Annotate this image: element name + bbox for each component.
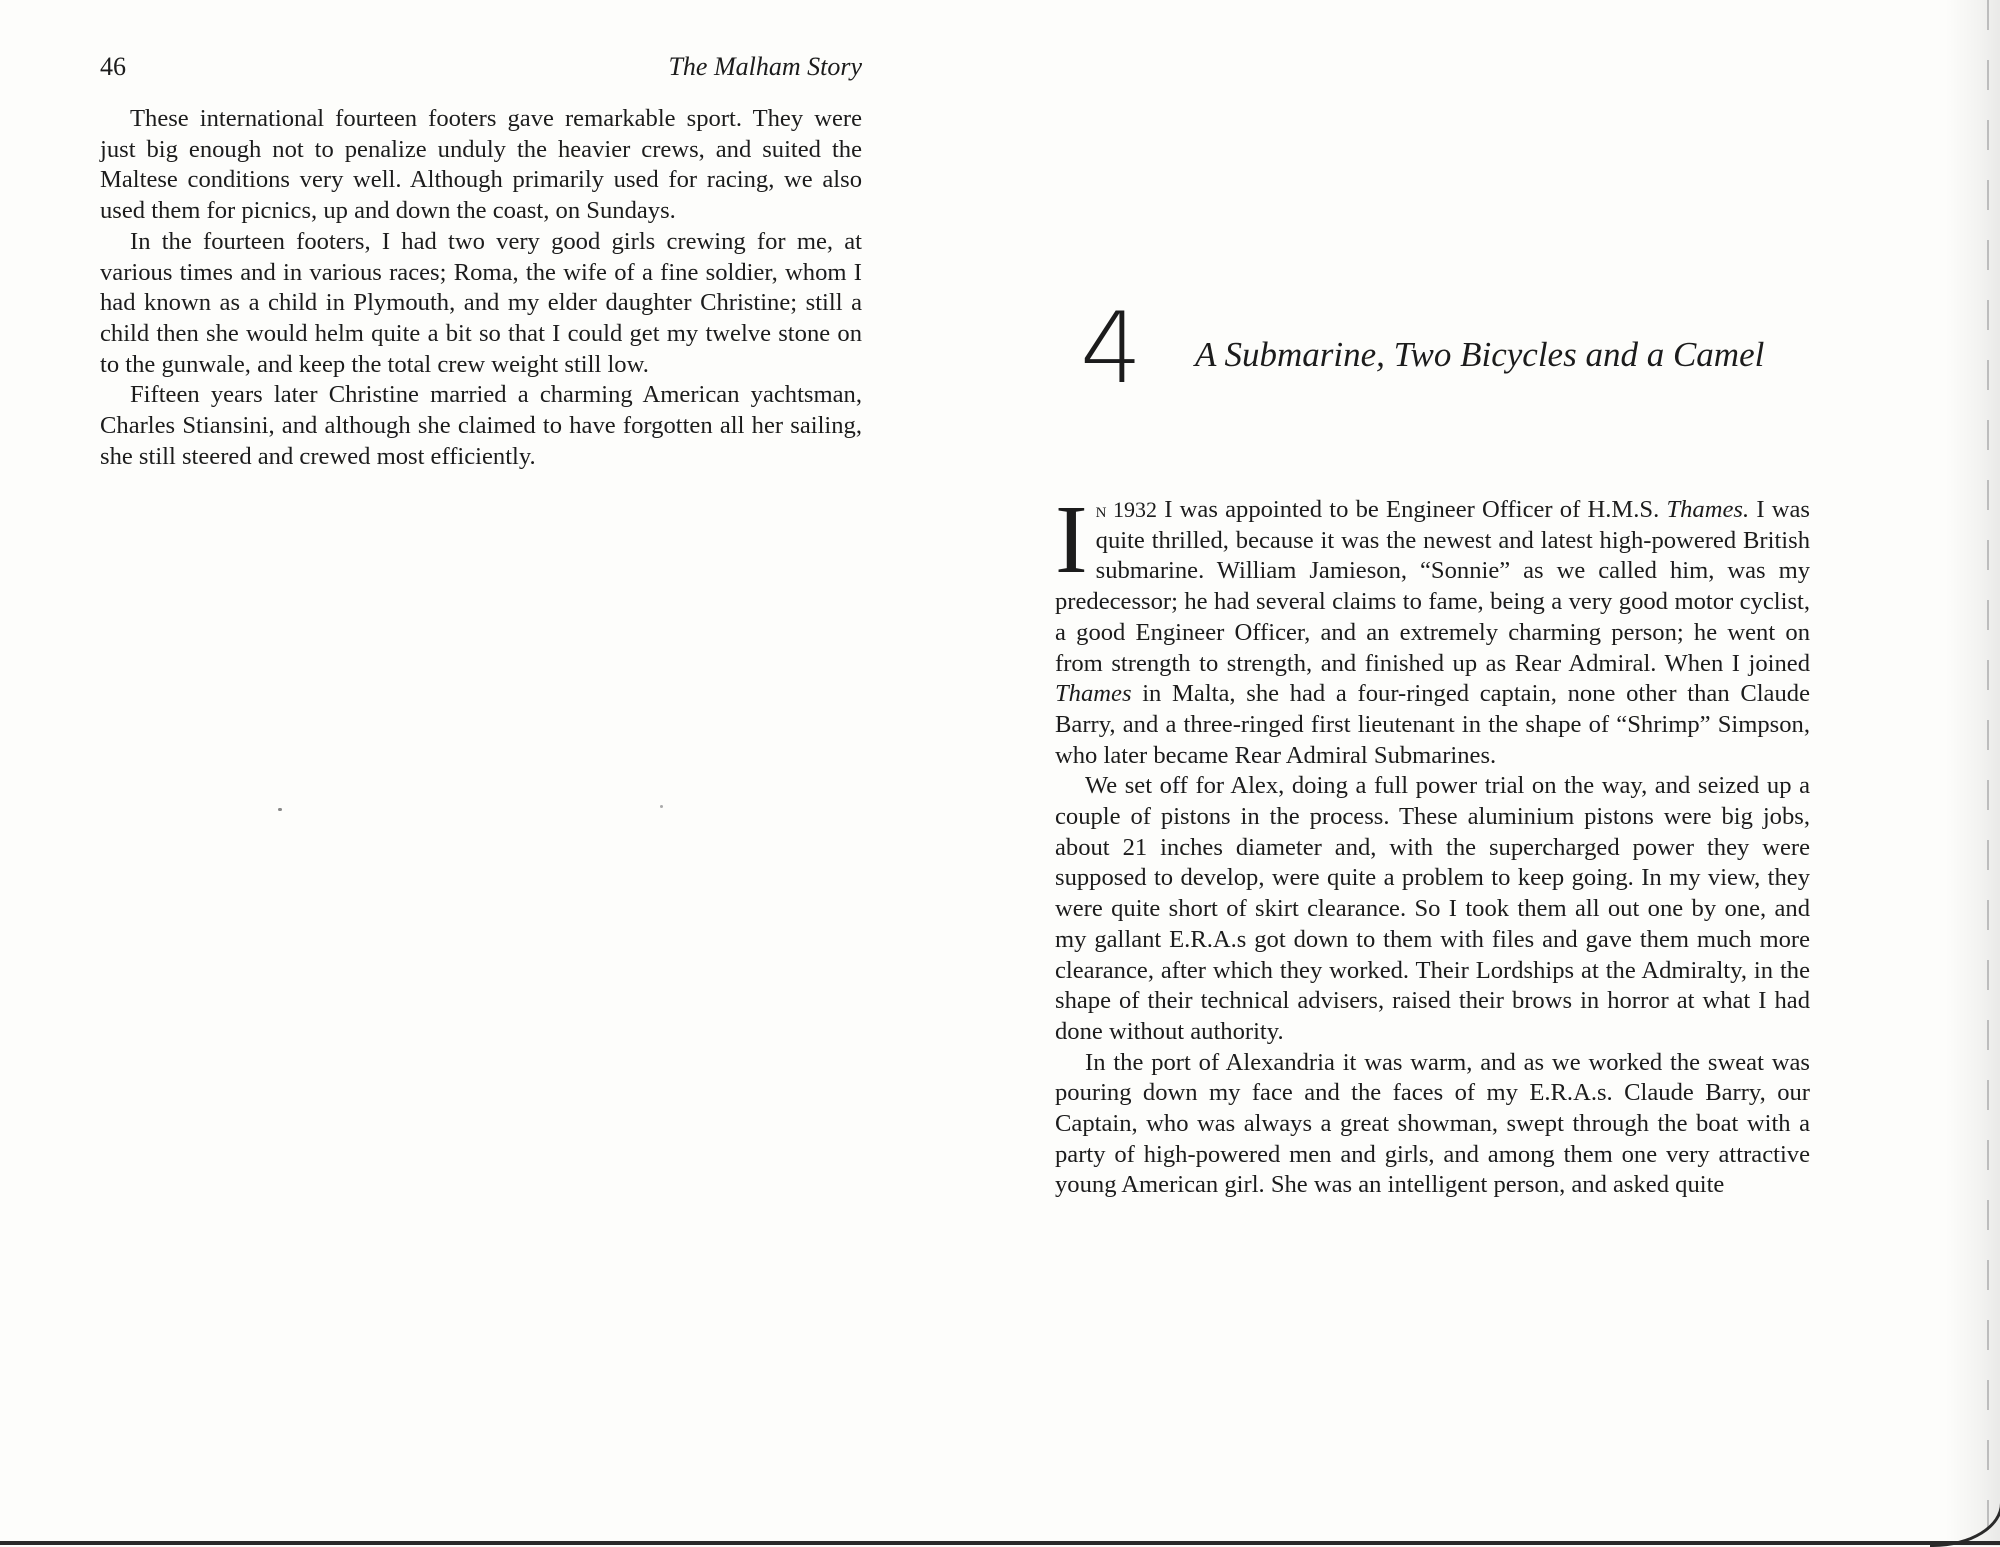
right-page-body (1055, 486, 1810, 1201)
scan-speck (278, 808, 282, 811)
page-bottom-edge (0, 1541, 2000, 1545)
page-number: 46 (100, 52, 126, 81)
ship-name: Thames. (1666, 496, 1750, 523)
running-head-title: The Malham Story (668, 52, 862, 81)
opening-text: in Malta, she had a four-ringed captain, none other than Claude Barry, and a three-ringed first lieutenant in the shape of “Shrimp” Simpson, who later became Rear Admiral Submarines. (1055, 680, 1810, 769)
running-head (100, 52, 862, 92)
opening-smallcaps: n 1932 (1095, 497, 1158, 522)
opening-text: I was quite thrilled, because it was the newest and latest high-powered British submarine. William Jamieson, “Sonnie” as we called him, was my predecessor; he had several claims to fame, being a very good motor cyclist, a good Engineer Officer, and an extremely charming person; he went on from strength to strength, and finished up as Rear Admiral. When I joined (1055, 496, 1810, 677)
paragraph: In the port of Alexandria it was warm, and as we worked the sweat was pouring down my face and the faces of my E.R.A.s. Claude Barry, our Captain, who was always a great showman, swept through the boat with a party of high-powered men and girls, and among them one very attractive young American girl. She was an intelligent person, and asked quite (1055, 1048, 1810, 1199)
chapter-heading (1080, 292, 1810, 410)
chapter-number: 4 (1080, 292, 1143, 406)
chapter-text (1055, 486, 1810, 1201)
left-page-body (100, 104, 862, 472)
scan-speck (660, 805, 663, 808)
page-edge-line (1987, 0, 1989, 1530)
drop-cap: I (1055, 486, 1088, 594)
chapter-title: A Submarine, Two Bicycles and a Camel (1195, 335, 1765, 374)
ship-name: Thames (1055, 680, 1132, 708)
page-edge-shadow (1945, 0, 2000, 1546)
left-page (100, 52, 862, 472)
paragraph: Fifteen years later Christine married a charming American yachtsman, Charles Stiansini, and although she claimed to have forgotten all her sailing, she still steered and crewed most efficiently. (100, 381, 862, 470)
opening-text: I was appointed to be Engineer Officer of H.M.S. (1157, 496, 1667, 523)
paragraph: We set off for Alex, doing a full power trial on the way, and seized up a couple of pistons in the process. These aluminium pistons were big jobs, about 21 inches diameter and, with the supercharged power they were supposed to develop, were quite a problem to keep going. In my view, they were quite short of skirt clearance. So I took them all out one by one, and my gallant E.R.A.s got down to them with files and gave them much more clearance, after which they worked. Their Lordships at the Admiralty, in the shape of their technical advisers, raised their brows in horror at what I had done without authority. (1055, 772, 1810, 1045)
paragraph: In the fourteen footers, I had two very good girls crewing for me, at various times and in various races; Roma, the wife of a fine soldier, whom I had known as a child in Plymouth, and my elder daughter Christine; still a child then she would helm quite a bit so that I could get my twelve stone on to the gunwale, and keep the total crew weight still low. (100, 227, 862, 378)
opening-paragraph (1055, 486, 1810, 771)
paragraph: These international fourteen footers gave remarkable sport. They were just big enough not to penalize unduly the heavier crews, and suited the Maltese conditions very well. Although primarily used for racing, we also used them for picnics, up and down the coast, on Sundays. (100, 105, 862, 225)
